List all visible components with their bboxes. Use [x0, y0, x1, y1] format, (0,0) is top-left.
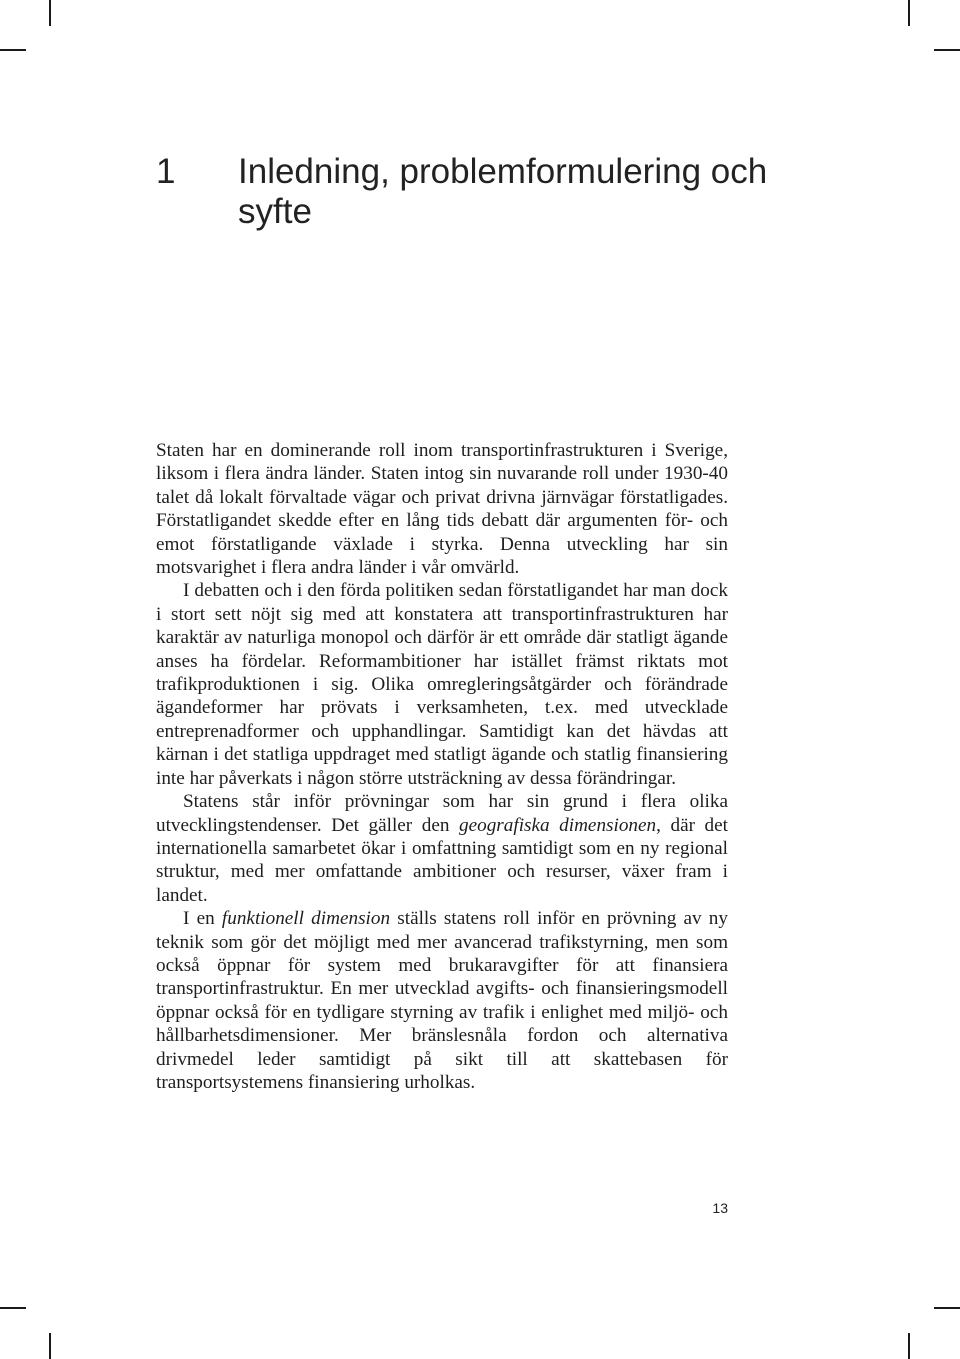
chapter-number: 1 [156, 152, 176, 191]
body-text [156, 439, 728, 1094]
page-number: 13 [712, 1200, 728, 1216]
crop-mark-bottom-left [49, 1333, 51, 1359]
crop-mark-top-left [49, 0, 51, 26]
crop-mark-top-right [908, 0, 910, 26]
emphasis-term: geografiska dimensionen [459, 814, 657, 836]
paragraph: Statens står inför prövningar som har sin grund i flera olika utvecklingstendenser. Det gäller den geografiska dimensionen, där det internationella samarbetet ökar i omfattning samtidigt som en ny regional struktur, med mer omfattande ambitioner och resurser, växer fram i landet. [156, 791, 728, 906]
crop-mark-bottom-right [908, 1333, 910, 1359]
emphasis-term: funktionell dimension [221, 908, 391, 930]
chapter-title: Inledning, problemformulering och syfte [238, 152, 768, 231]
crop-mark-bottom-right [934, 1307, 960, 1309]
crop-mark-bottom-left [0, 1307, 26, 1309]
paragraph: Staten har en dominerande roll inom transportinfrastrukturen i Sverige, liksom i flera ändra länder. Staten intog sin nuvarande roll under 1930-40 talet då lokalt förvaltade vägar och privat drivna järnvägar förstatligades. Förstatligandet skedde efter en lång tids debatt där argumenten för- och emot förstatligande växlade i styrka. Denna utveckling har sin motsvarighet i flera andra länder i vår omvärld. [156, 440, 728, 579]
paragraph: I debatten och i den förda politiken sedan förstatligandet har man dock i stort sett nöjt sig med att konstatera att transportinfrastrukturen har karaktär av naturliga monopol och därför är ett område där statligt ägande anses ha fördelar. Reformambitioner har istället främst riktats mot trafikproduktionen i sig. Olika omregleringsåtgärder och förändrade ägandeformer har prövats i verksamheten, t.ex. med utvecklade entreprenadformer och upphandlingar. Samtidigt kan det hävdas att kärnan i det statliga uppdraget med statligt ägande och statlig finansiering inte har påverkats i någon större utsträckning av dessa förändringar. [156, 580, 728, 789]
paragraph: I en funktionell dimension ställs statens roll inför en prövning av ny teknik som gör det möjligt med mer avancerad trafikstyrning, men som också öppnar för system med brukaravgifter för att finansiera transportinfrastruktur. En mer utvecklad avgifts- och finansieringsmodell öppnar också för en tydligare styrning av trafik i enlighet med miljö- och hållbarhetsdimensioner. Mer bränslesnåla fordon och alternativa drivmedel leder samtidigt på sikt till att skattebasen för transportsystemens finansiering urholkas. [156, 908, 728, 1093]
crop-mark-top-left [0, 49, 26, 51]
crop-mark-top-right [934, 49, 960, 51]
